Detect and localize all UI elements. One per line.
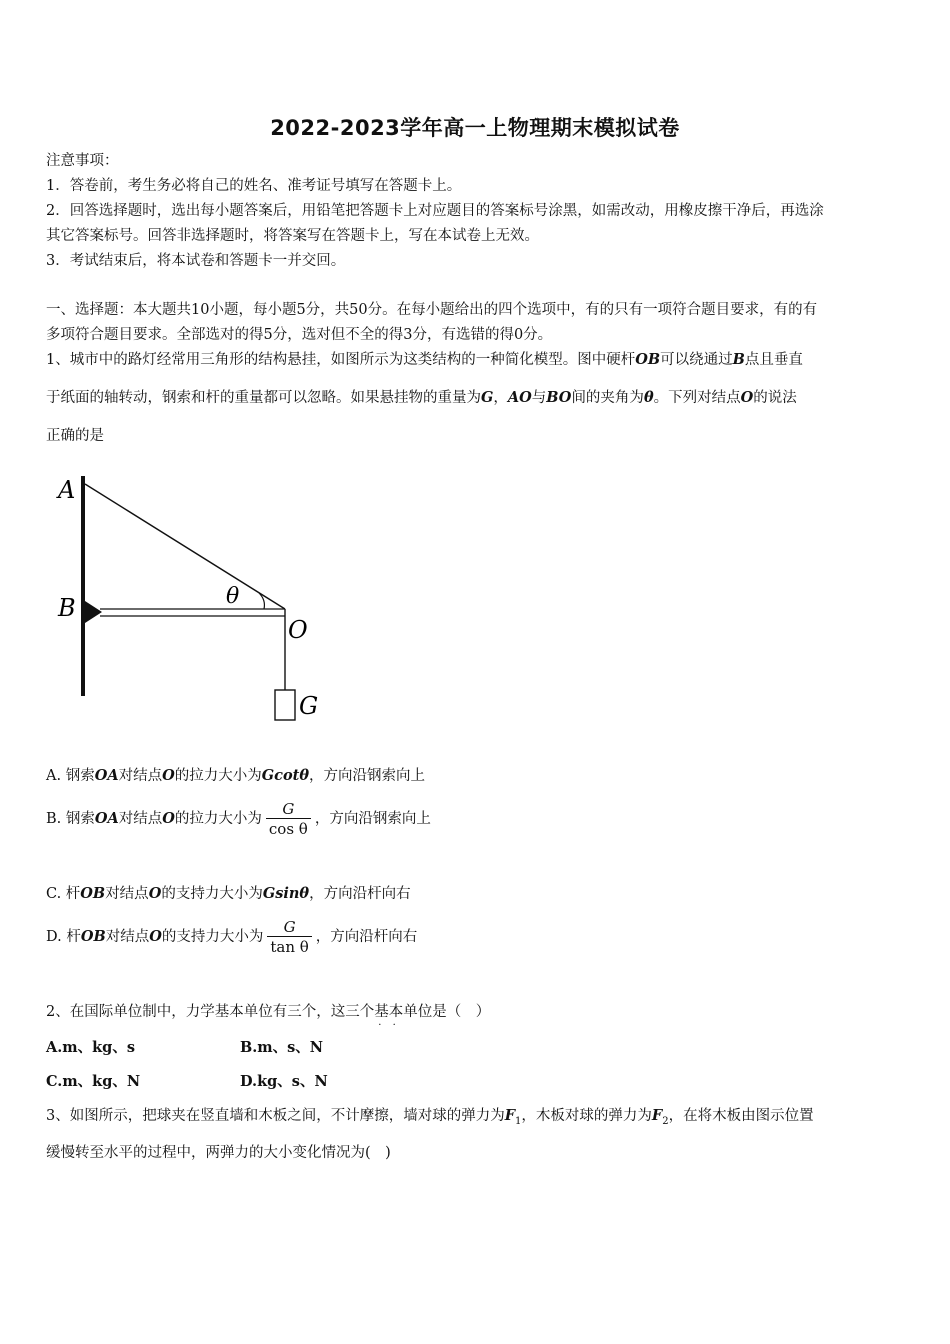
q1-stem-line-2: 于纸面的轴转动，钢索和杆的重量都可以忽略。如果悬挂物的重量为G，AO与BO间的夹角为θ。下列对结点O的说法 <box>46 389 797 406</box>
q1-option-b: B. 钢索OA对结点O的拉力大小为 $\frac{G}{\text{cos θ}}$ ，方向沿钢索向上 <box>46 800 431 838</box>
q1-stem-line-3: 正确的是 <box>46 428 104 444</box>
q3-stem-line-2: 缓慢转至水平的过程中，两弹力的大小变化情况为( ) <box>46 1145 391 1161</box>
triangle-structure-diagram <box>50 470 350 730</box>
fraction-g-over-tan: $\frac{G}{\text{tan θ}}$ <box>267 918 311 956</box>
notice-item-2: 2．回答选择题时，选出每小题答案后，用铅笔把答题卡上对应题目的答案标号涂黑，如需改动，用橡皮擦干净后，再选涂 <box>46 203 824 219</box>
notice-item-2-cont: 其它答案标号。回答非选择题时，将答案写在答题卡上，写在本试卷上无效。 <box>46 228 539 244</box>
label-g: G <box>299 692 319 720</box>
fraction-g-over-cos: $\frac{G}{\text{cos θ}}$ <box>266 800 311 838</box>
q1-option-c: C. 杆OB对结点O的支持力大小为Gsinθ，方向沿杆向右 <box>46 885 411 902</box>
q3-stem-line-1: 3、如图所示，把球夹在竖直墙和木板之间，不计摩擦，墙对球的弹力为$F_1$，木板对球的弹力为$F_2$，在将木板由图示位置 <box>46 1107 814 1127</box>
weight-block <box>275 690 295 720</box>
q2-stem: 2、在国际单位制中，力学基本单位有三个，这三个基本 · ·单位是（ ） <box>46 1002 906 1022</box>
q2-option-b: B.m、s、N <box>240 1039 324 1056</box>
q2-option-a: A.m、kg、s <box>46 1039 135 1056</box>
section-instructions-2: 多项符合题目要求。全部选对的得5分，选对但不全的得3分，有选错的得0分。 <box>46 327 553 343</box>
q1-option-d: D. 杆OB对结点O的支持力大小为 $\frac{G}{\text{tan θ}}$ ，方向沿杆向右 <box>46 918 418 956</box>
label-theta: θ <box>226 584 240 609</box>
page-title: 2022-2023学年高一上物理期末模拟试卷 <box>270 116 680 140</box>
q2-option-d: D.kg、s、N <box>240 1073 328 1090</box>
emphasis-dots: 基本 · · <box>374 1004 403 1020</box>
q1-option-a: A. 钢索OA对结点O的拉力大小为Gcotθ，方向沿钢索向上 <box>46 767 425 784</box>
q1-stem-line-1: 1、城市中的路灯经常用三角形的结构悬挂，如图所示为这类结构的一种简化模型。图中硬杆OB可以绕通过B点且垂直 <box>46 351 803 368</box>
notice-heading: 注意事项： <box>46 153 119 169</box>
notice-item-1: 1．答卷前，考生务必将自己的姓名、准考证号填写在答题卡上。 <box>46 178 462 194</box>
notice-item-3: 3．考试结束后，将本试卷和答题卡一并交回。 <box>46 253 346 269</box>
label-o: O <box>288 616 308 644</box>
cable-ao <box>85 484 285 609</box>
q2-option-c: C.m、kg、N <box>46 1073 141 1090</box>
section-instructions-1: 一、选择题：本大题共10小题，每小题5分，共50分。在每小题给出的四个选项中，有的只有一项符合题目要求，有的有 <box>46 302 818 318</box>
label-b: B <box>58 594 76 622</box>
label-a: A <box>58 476 76 504</box>
hinge-marker <box>85 601 102 623</box>
